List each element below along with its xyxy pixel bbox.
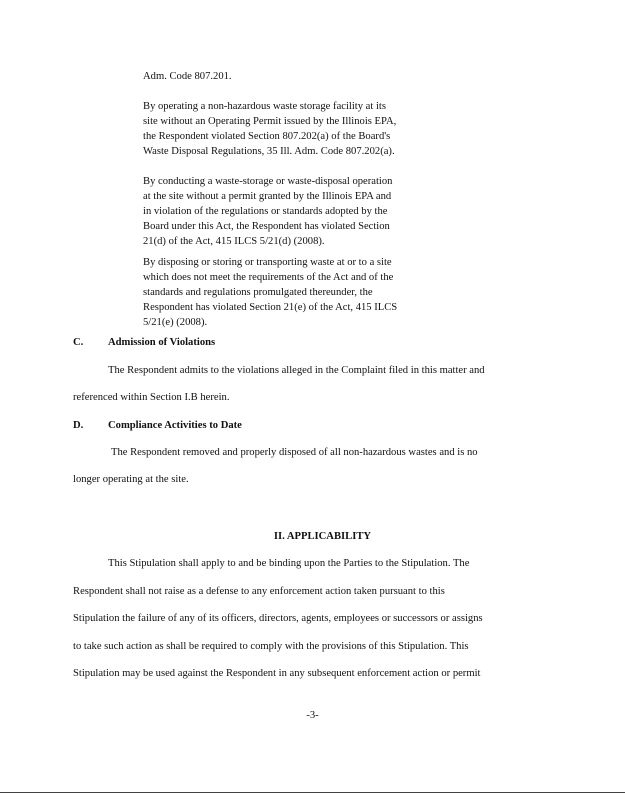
body-text: longer operating at the site. — [73, 474, 189, 485]
section-c-heading: Admission of Violations — [108, 337, 216, 348]
block-text: the Respondent violated Section 807.202(a) of the Board's — [143, 131, 391, 142]
block-text: 5/21(e) (2008). — [143, 317, 208, 328]
block-text: standards and regulations promulgated thereunder, the — [143, 287, 373, 298]
body-text: referenced within Section I.B herein. — [73, 392, 230, 403]
section-ii-heading: II. APPLICABILITY — [273, 531, 372, 542]
block-text: which does not meet the requirements of the Act and of the — [143, 272, 394, 283]
page-number: -3- — [306, 710, 319, 721]
block-text: Adm. Code 807.201. — [143, 71, 232, 82]
body-text: Stipulation may be used against the Respondent in any subsequent enforcement action or permit — [73, 668, 481, 679]
section-d-heading: Compliance Activities to Date — [108, 420, 242, 431]
body-text: Respondent shall not raise as a defense to any enforcement action taken pursuant to this — [73, 586, 445, 597]
section-d-letter: D. — [73, 420, 84, 431]
section-c-letter: C. — [73, 337, 84, 348]
block-text: Respondent has violated Section 21(e) of the Act, 415 ILCS — [143, 302, 398, 313]
body-text: Stipulation the failure of any of its officers, directors, agents, employees or successors or assigns — [73, 613, 483, 624]
block-text: Board under this Act, the Respondent has violated Section — [143, 221, 390, 232]
block-text: site without an Operating Permit issued by the Illinois EPA, — [143, 116, 397, 127]
block-text: By disposing or storing or transporting waste at or to a site — [143, 257, 392, 268]
body-text: to take such action as shall be required to comply with the provisions of this Stipulation. This — [73, 641, 469, 652]
body-text: This Stipulation shall apply to and be binding upon the Parties to the Stipulation. The — [108, 558, 470, 569]
body-text: The Respondent removed and properly disposed of all non-hazardous wastes and is no — [111, 447, 478, 458]
block-text: 21(d) of the Act, 415 ILCS 5/21(d) (2008). — [143, 236, 325, 247]
block-text: at the site without a permit granted by the Illinois EPA and — [143, 191, 392, 202]
block-text: By operating a non-hazardous waste storage facility at its — [143, 101, 386, 112]
body-text: The Respondent admits to the violations alleged in the Complaint filed in this matter and — [108, 365, 485, 376]
block-text: By conducting a waste-storage or waste-disposal operation — [143, 176, 393, 187]
bottom-divider — [0, 792, 625, 793]
block-text: Waste Disposal Regulations, 35 Ill. Adm. Code 807.202(a). — [143, 146, 395, 157]
block-text: in violation of the regulations or standards adopted by the — [143, 206, 388, 217]
